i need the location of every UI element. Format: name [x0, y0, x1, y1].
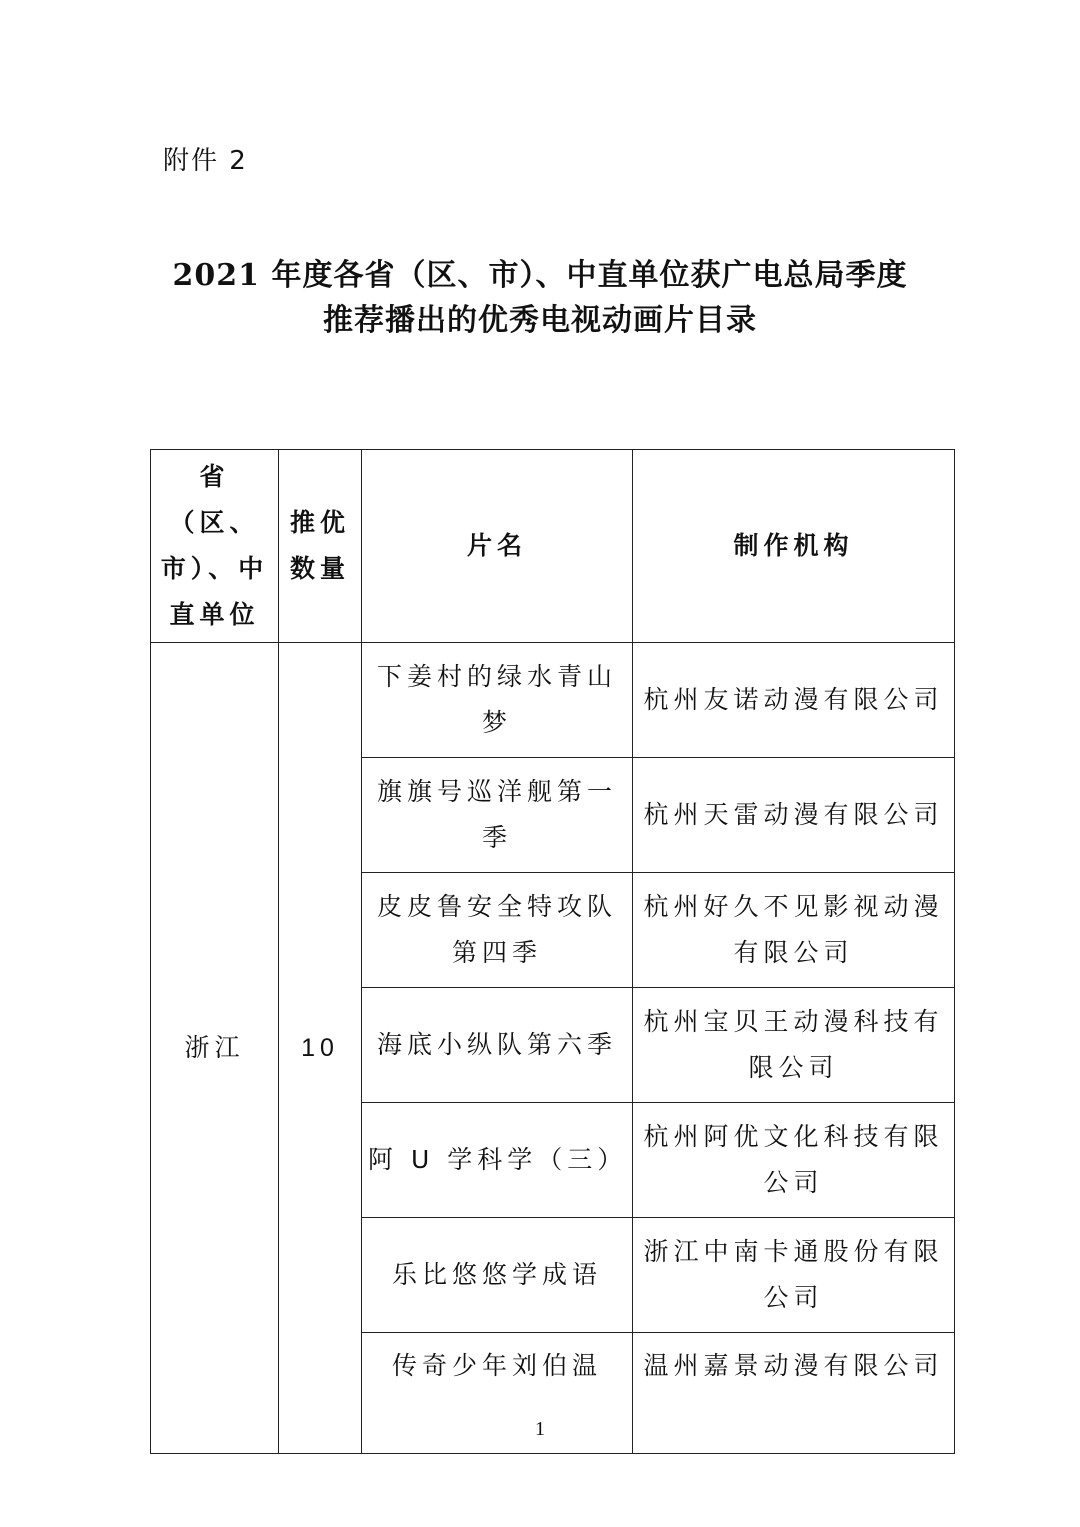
title-cell: 传奇少年刘伯温 — [362, 1333, 633, 1454]
title-cell: 阿 U 学科学（三） — [362, 1103, 633, 1218]
producer-cell: 杭州阿优文化科技有限公司 — [633, 1103, 955, 1218]
count-cell: 10 — [279, 643, 362, 1454]
title-cell: 海底小纵队第六季 — [362, 988, 633, 1103]
document-title-line-1: 2021 年度各省（区、市）、中直单位获广电总局季度 — [172, 258, 908, 293]
header-count: 推优数量 — [279, 450, 362, 643]
table-header-row — [151, 450, 955, 643]
document-title-line-2: 推荐播出的优秀电视动画片目录 — [323, 303, 757, 338]
producer-cell: 杭州好久不见影视动漫有限公司 — [633, 873, 955, 988]
producer-cell: 温州嘉景动漫有限公司 — [633, 1333, 955, 1454]
producer-cell: 杭州天雷动漫有限公司 — [633, 758, 955, 873]
header-title: 片名 — [362, 450, 633, 643]
title-cell: 乐比悠悠学成语 — [362, 1218, 633, 1333]
producer-cell: 杭州友诺动漫有限公司 — [633, 643, 955, 758]
region-cell: 浙江 — [151, 643, 279, 1454]
title-cell: 皮皮鲁安全特攻队第四季 — [362, 873, 633, 988]
title-cell: 旗旗号巡洋舰第一季 — [362, 758, 633, 873]
table-row — [151, 643, 955, 758]
producer-cell: 浙江中南卡通股份有限公司 — [633, 1218, 955, 1333]
animation-catalog-table — [150, 449, 955, 1454]
page-number: 1 — [535, 1418, 545, 1440]
attachment-label: 附件 2 — [163, 146, 248, 176]
producer-cell: 杭州宝贝王动漫科技有限公司 — [633, 988, 955, 1103]
title-cell: 下姜村的绿水青山梦 — [362, 643, 633, 758]
header-producer: 制作机构 — [633, 450, 955, 643]
header-region: 省（区、市）、中直单位 — [151, 450, 279, 643]
